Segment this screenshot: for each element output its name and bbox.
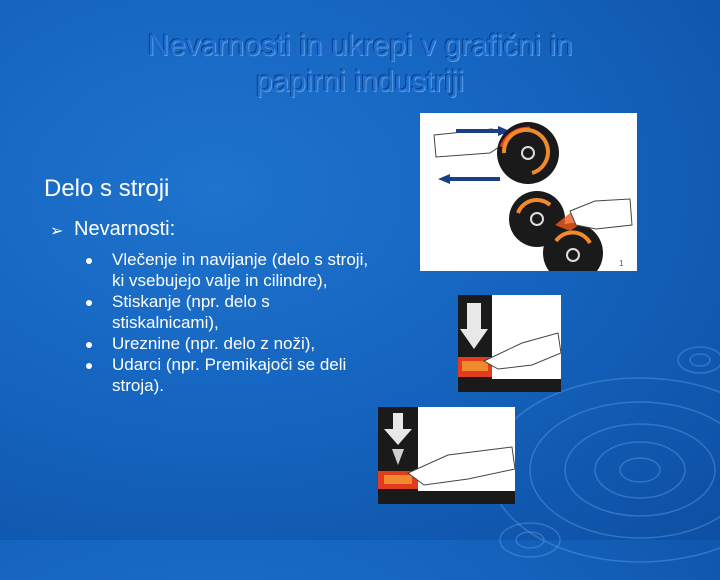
bullet-dot-icon <box>86 342 92 348</box>
bullet-dot-icon <box>86 300 92 306</box>
title-line-2: papirni industriji <box>255 65 465 98</box>
hazard-item-pulling <box>84 249 374 291</box>
hand-under-cutter-icon <box>378 407 515 504</box>
hazard-item-text: Udarci (npr. Premikajoči se deli stroja). <box>112 355 347 395</box>
press-hazard-image <box>458 295 561 392</box>
hazard-item-impacts <box>84 354 374 396</box>
subheading: Delo s stroji <box>44 175 170 202</box>
cutter-hazard-image <box>378 407 515 504</box>
hand-under-press-icon <box>458 295 561 392</box>
title-line-1: Nevarnosti in ukrepi v grafični in <box>147 29 573 62</box>
hazard-list <box>84 249 374 396</box>
hazards-label: Nevarnosti: <box>74 218 176 240</box>
bullet-dot-icon <box>86 258 92 264</box>
slide-title <box>60 28 660 100</box>
hazard-item-text: Vlečenje in navijanje (delo s stroji, ki vsebujejo valje in cilindre), <box>112 250 369 290</box>
page-number: 1 <box>619 259 624 268</box>
hazard-item-text: Ureznine (npr. delo z noži), <box>112 334 316 353</box>
hazards-heading <box>50 218 175 241</box>
hazard-item-cuts <box>84 333 374 354</box>
arrow-bullet-icon: ➢ <box>50 222 64 240</box>
rollers-hazard-image <box>420 113 637 271</box>
hazard-item-crushing <box>84 291 374 333</box>
bullet-dot-icon <box>86 363 92 369</box>
hazard-item-text: Stiskanje (npr. delo s stiskalnicami), <box>112 292 270 332</box>
hand-near-rollers-icon <box>420 113 637 271</box>
